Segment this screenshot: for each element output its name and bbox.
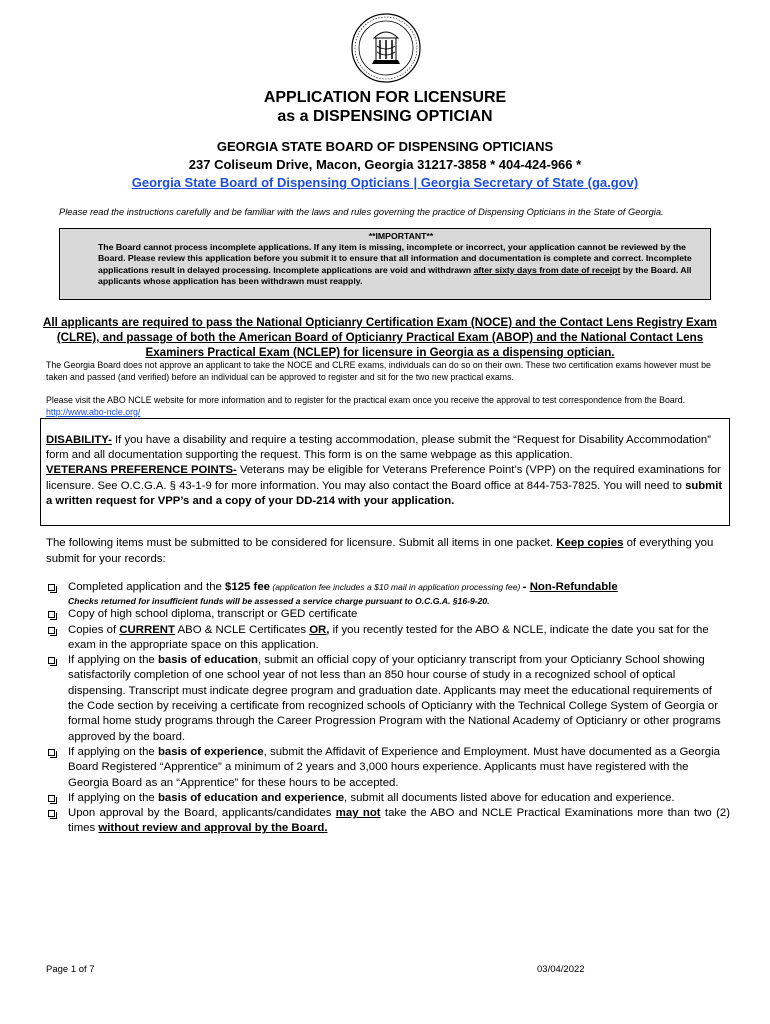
checklist-intro-text: The following items must be submitted to be considered for licensure. Submit all items in one packet. — [46, 537, 557, 549]
item-dash: - — [522, 581, 530, 593]
checklist-item-certificates — [46, 623, 730, 654]
vpp-paragraph — [46, 463, 725, 509]
board-name: GEORGIA STATE BOARD OF DISPENSING OPTICIANS — [216, 139, 554, 154]
disability-heading: DISABILITY- — [46, 434, 112, 446]
checklist-intro — [46, 536, 726, 567]
important-heading: **IMPORTANT** — [368, 231, 434, 241]
checkbox-icon[interactable] — [48, 627, 55, 634]
non-refundable-text: Non-Refundable — [529, 581, 618, 593]
important-text — [98, 242, 704, 287]
exam-approval-note: The Georgia Board does not approve an applicant to take the NOCE and CLRE exams, individuals can do so on their own. These two certification exams however must be taken and passed (and verified) before an individual can be approved to register and sit for the two new practical exams. — [46, 360, 711, 382]
or-text: OR, — [309, 623, 330, 636]
item-text-c: take the ABO and NCLE Practical Examinations more than two (2) times — [68, 807, 731, 835]
item-text-c: , submit an official copy of your opticianry transcript from your Opticianry School showing satisfactorily completion of one school year of not less than an 850 hour course of study in a recognized school of optical dispensing. Transcript must indicate degree program and graduation date. Applicants may meet the educational requirements of the Code section by receiving a certificate from recognized schools of Opticianry with the Technical College System of Georgia or formal home study programs through the Career Progression Program with the National Academy of Opticianry or other programs approved by the board. — [68, 654, 721, 743]
checklist-item-experience — [46, 745, 730, 791]
disability-text: If you have a disability and require a testing accommodation, please submit the “Request for Disability Accommodation” form and all documentation supporting the request. This form is on the same webpage as this application. — [46, 434, 711, 462]
checkbox-icon[interactable] — [48, 795, 55, 802]
fee-amount: $125 fee — [225, 581, 271, 593]
checklist-item-practical-limit — [46, 806, 730, 837]
item-text-c: , submit the Affidavit of Experience and Employment. Must have documented as a Georgia Board Registered “Apprentice” a minimum of 2 years and 3,000 hours experience. Applicants must have registered with the Georgia Board as an “Apprentice” for these hours to be accepted. — [68, 745, 720, 789]
exam-requirement: All applicants are required to pass the National Opticianry Certification Exam (NOCE) and the Contact Lens Registry Exam (CLRE), and passage of both the American Board of Opticianry Practical Exam (ABOP) and the National Contact Lens Examiners Practical Exam (NCLEP) for licensure in Georgia as a dispensing optician. — [43, 316, 717, 359]
form-title: APPLICATION FOR LICENSURE — [263, 89, 507, 106]
item-text-b: ABO & NCLE Certificates — [174, 623, 310, 636]
fee-note: (application fee includes a $10 mail in application processing fee) — [270, 582, 523, 592]
page-number: Page 1 of 7 — [46, 964, 95, 975]
abo-ncle-note-text: Please visit the ABO NCLE website for more information and to register for the practical exam once you receive the approval to test correspondence from the Board. — [46, 395, 686, 405]
item-text-c: if you recently tested for the ABO & NCLE, indicate the date you sat for the exam in the appropriate space on this application. — [68, 623, 709, 651]
important-notice-box — [59, 228, 711, 300]
disability-paragraph — [46, 433, 725, 463]
form-subtitle: as a DISPENSING OPTICIAN — [277, 108, 493, 125]
item-text: If applying on the — [68, 654, 158, 667]
submission-checklist — [46, 580, 730, 837]
intro-instructions: Please read the instructions carefully and be familiar with the laws and rules governing the practice of Dispensing Opticians in the State of Georgia. — [59, 207, 664, 217]
checklist-item-education-experience — [46, 791, 730, 806]
checklist-item-education — [46, 653, 730, 745]
important-text-a: The Board cannot process incomplete applications. If any item is missing, incomplete or incorrect, your application cannot be reviewed by the Board. Please review this application before you submit it to ensure that all information and documentation is complete and correct. Incomplete applications result in delayed processing. Incomplete applications are void and withdrawn — [98, 242, 692, 275]
keep-copies-text: Keep copies — [556, 537, 624, 549]
item-text: If applying on the — [68, 745, 158, 758]
important-text-b: by the Board. All applicants whose application has been withdrawn must reapply. — [98, 264, 692, 286]
checklist-intro-tail: of everything you submit for your records: — [46, 537, 714, 565]
checkbox-icon[interactable] — [48, 810, 55, 817]
board-address: 237 Coliseum Drive, Macon, Georgia 31217-3858 * 404-424-966 * — [188, 157, 582, 172]
returned-checks-note: Checks returned for insufficient funds will be assessed a service charge pursuant to O.C.G.A. §16-9-20. — [68, 596, 490, 607]
item-text: Copies of — [68, 623, 120, 636]
checkbox-icon[interactable] — [48, 611, 55, 618]
basis-education-text: basis of education — [157, 654, 258, 667]
important-text-underlined: after sixty days from date of receipt — [473, 264, 621, 275]
may-not-text: may not — [335, 807, 381, 820]
revision-date: 03/04/2022 — [537, 964, 585, 975]
without-review-text: without review and approval by the Board. — [98, 822, 328, 835]
board-website-link[interactable]: Georgia State Board of Dispensing Opticians | Georgia Secretary of State (ga.gov) — [131, 175, 639, 190]
checkbox-icon[interactable] — [48, 657, 55, 664]
disability-vpp-box — [40, 418, 730, 526]
vpp-heading: VETERANS PREFERENCE POINTS- — [46, 464, 237, 477]
item-text: Copy of high school diploma, transcript or GED certificate — [68, 608, 358, 621]
state-seal-icon — [350, 12, 422, 84]
item-text: Completed application and the — [68, 581, 226, 593]
checkbox-icon[interactable] — [48, 749, 55, 756]
item-text-c: , submit all documents listed above for education and experience. — [344, 791, 675, 804]
abo-ncle-link[interactable]: http://www.abo-ncle.org/ — [46, 406, 141, 417]
vpp-bold-text: submit a written request for VPP’s and a copy of your DD-214 with your application. — [46, 479, 723, 507]
basis-experience-text: basis of experience — [157, 745, 264, 758]
item-text: Upon approval by the Board, applicants/candidates — [68, 807, 336, 820]
checkbox-icon[interactable] — [48, 584, 55, 591]
abo-ncle-note — [46, 395, 726, 418]
checklist-item-application-fee — [46, 580, 730, 595]
current-text: CURRENT — [119, 623, 175, 636]
item-text: If applying on the — [68, 791, 158, 804]
basis-education-experience-text: basis of education and experience — [157, 791, 345, 804]
checklist-item-diploma — [46, 607, 730, 622]
vpp-text: Veterans may be eligible for Veterans Preference Point’s (VPP) on the required examinations for licensure. See O.C.G.A. § 43-1-9 for more information. You may also contact the Board office at 844-753-7825. You will need to — [46, 464, 721, 492]
